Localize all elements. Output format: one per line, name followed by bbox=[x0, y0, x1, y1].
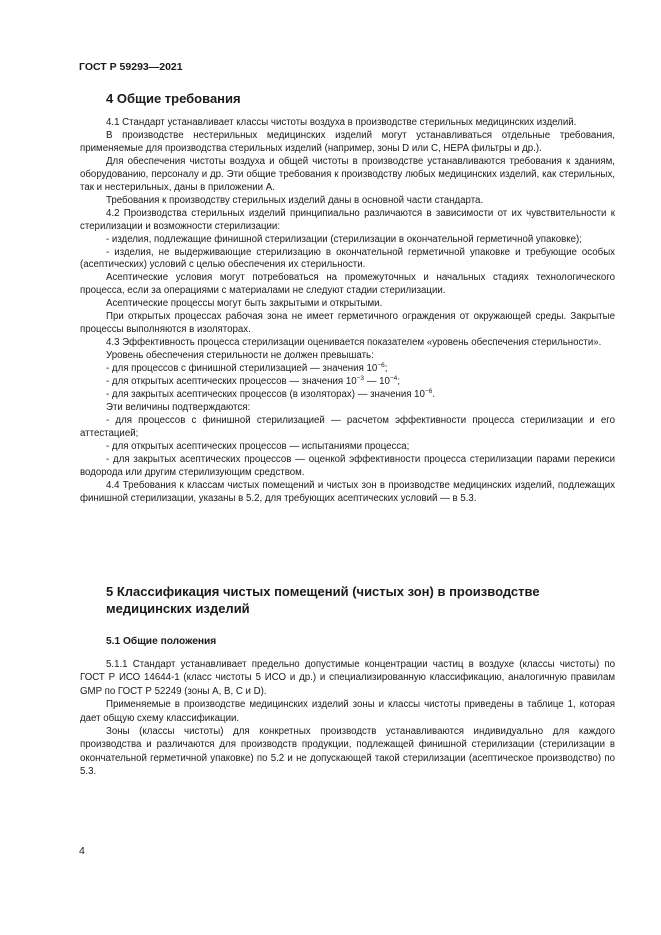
paragraph: Уровень обеспечения стерильности не должен превышать: bbox=[106, 350, 374, 362]
exponent: −6 bbox=[377, 361, 385, 369]
exponent: −6 bbox=[424, 387, 433, 395]
list-item bbox=[80, 376, 615, 389]
list-item: - для процессов с финишной стерилизацией — расчетом эффективности процесса стерилизации и его аттестацией; bbox=[80, 414, 615, 439]
paragraph: Применяемые в производстве медицинских изделий зоны и классы чистоты приведены в таблице 1, которая дает общую схему классификации. bbox=[80, 699, 615, 724]
paragraph: При открытых процессах рабочая зона не имеет герметичного ограждения от окружающей среды. Закрытые процессы выполняются в изоляторах. bbox=[80, 311, 615, 336]
paragraph: В производстве нестерильных медицинских изделий могут устанавливаться отдельные требования, применяемые для производства стерильных изделий (например, зоны D или C, HEPA фильтры и др.). bbox=[80, 129, 615, 154]
paragraph: Асептические процессы могут быть закрытыми и открытыми. bbox=[106, 298, 383, 310]
subsection-5-1-title: 5.1 Общие положения bbox=[106, 636, 217, 647]
list-text: - для процессов с финишной стерилизацией — значения 10 bbox=[106, 363, 378, 375]
paragraph: Эти величины подтверждаются: bbox=[106, 401, 251, 413]
paragraph: Зоны (классы чистоты) для конкретных производств устанавливаются индивидуально для каждого производства и различаются для производств продукции, подлежащей финишной стерилизации (стерилизации в окончательной герметичной упаковке) по 5.2 и не допускающей такой стерилизации (асептическое производство) по 5.3. bbox=[80, 726, 615, 778]
section-4-body bbox=[80, 117, 615, 506]
list-item: - для открытых асептических процессов — испытаниями процесса; bbox=[106, 440, 410, 452]
exponent: −3 bbox=[356, 374, 365, 382]
document-code: ГОСТ Р 59293—2021 bbox=[79, 61, 183, 73]
page-number: 4 bbox=[79, 845, 85, 857]
list-text: - для открытых асептических процессов — значения 10 bbox=[106, 376, 357, 388]
paragraph: 4.4 Требования к классам чистых помещений и чистых зон в производстве медицинских изделий, подлежащих финишной стерилизации, указаны в 5.2, для требующих асептических условий — в 5.3. bbox=[80, 479, 615, 504]
paragraph: 4.3 Эффективность процесса стерилизации оценивается показателем «уровень обеспечения стерильности». bbox=[106, 337, 602, 349]
section-5-body bbox=[80, 658, 615, 779]
paragraph: 4.1 Стандарт устанавливает классы чистоты воздуха в производстве стерильных медицинских изделий. bbox=[106, 117, 577, 128]
list-text: — 10 bbox=[364, 376, 390, 388]
exponent: −4 bbox=[389, 374, 398, 382]
punct: . bbox=[432, 389, 436, 401]
list-item: - изделия, не выдерживающие стерилизацию в окончательной герметичной упаковке и требующие особых (асептических) условий с целью обеспечения их стерильности. bbox=[80, 246, 615, 271]
paragraph: Требования к производству стерильных изделий даны в основной части стандарта. bbox=[106, 194, 484, 206]
list-item bbox=[80, 389, 615, 402]
list-item: - изделия, подлежащие финишной стерилизации (стерилизации в окончательной герметичной упаковке); bbox=[106, 233, 582, 245]
paragraph: Асептические условия могут потребоваться на промежуточных и начальных стадиях технологического процесса, если за операциями с материалами не следуют стадии стерилизации. bbox=[80, 272, 615, 297]
list-item bbox=[80, 363, 615, 376]
section-4-title: 4 Общие требования bbox=[106, 91, 241, 106]
paragraph: Для обеспечения чистоты воздуха и общей чистоты в производстве устанавливаются требования к зданиям, оборудованию, персоналу и др. Эти общие требования к производству любых медицинских изделий, как стерильных, так и нестерильных, даны в приложении А. bbox=[80, 155, 615, 193]
punct: ; bbox=[397, 376, 401, 388]
section-5-title: 5 Классификация чистых помещений (чистых зон) в производстве медицинских изделий bbox=[106, 584, 540, 616]
list-text: - для закрытых асептических процессов (в изоляторах) — значения 10 bbox=[106, 389, 425, 401]
list-item: - для закрытых асептических процессов — оценкой эффективности процесса стерилизации парами перекиси водорода или другим стерилизующим средством. bbox=[80, 453, 615, 478]
punct: ; bbox=[384, 363, 388, 375]
paragraph: 5.1.1 Стандарт устанавливает предельно допустимые концентрации частиц в воздухе (классы чистоты) по ГОСТ Р ИСО 14644-1 (класс чистоты 5 ИСО и др.) и специализированную классификацию, аналогичную правилам GMP по ГОСТ Р 52249 (зоны А, В, С и D). bbox=[80, 659, 615, 697]
paragraph: 4.2 Производства стерильных изделий принципиально различаются в зависимости от их чувствительности к стерилизации и возможности стерилизации: bbox=[80, 207, 615, 232]
